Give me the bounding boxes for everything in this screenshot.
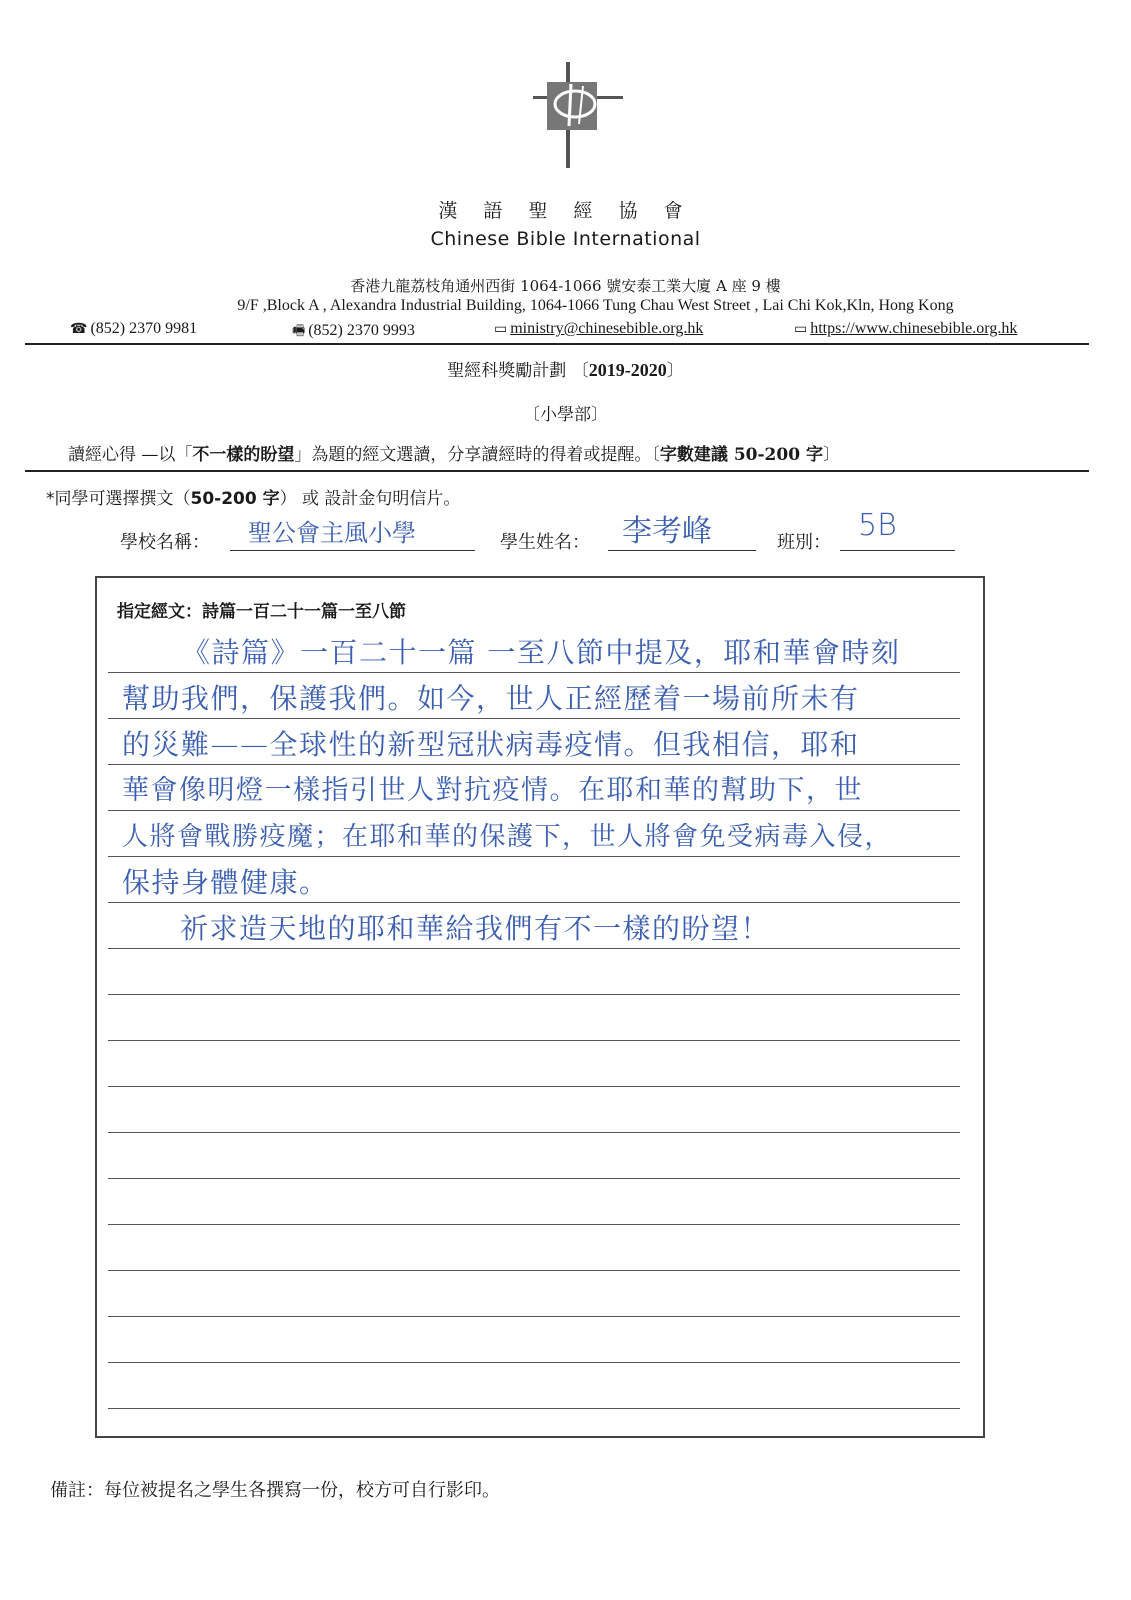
ruled-line	[108, 1040, 960, 1041]
class-label: 班別：	[777, 532, 831, 553]
student-name-value: 李考峰	[622, 514, 712, 549]
class-value: 5B	[858, 508, 897, 543]
org-name-en: Chinese Bible International	[430, 228, 701, 250]
choice-note: *同學可選擇撰文（50-200 字） 或 設計金句明信片。	[46, 489, 461, 509]
cbi-cross-logo	[533, 62, 623, 168]
program-title: 聖經科獎勵計劃 〔2019-2020〕	[447, 360, 684, 381]
topic-instruction: 讀經心得 —以「不一樣的盼望」為題的經文選讀，分享讀經時的得着或提醒。〔字數建議 50-200 字〕	[68, 445, 840, 465]
topic-theme: 不一樣的盼望	[192, 445, 295, 465]
ruled-line	[108, 1178, 960, 1179]
email-link[interactable]: ministry@chinesebible.org.hk	[510, 320, 704, 337]
email-contact[interactable]	[494, 320, 703, 338]
fax-number: (852) 2370 9993	[308, 322, 415, 339]
ruled-line	[108, 1362, 960, 1363]
website-link[interactable]: https://www.chinesebible.org.hk	[810, 320, 1018, 337]
address-en: 9/F ,Block A , Alexandra Industrial Building, 1064-1066 Tung Chau West Street , Lai Chi Kok,Kln, Hong Kong	[237, 297, 954, 314]
ruled-line	[108, 1086, 960, 1087]
header-divider	[25, 343, 1089, 345]
division-label: 〔小學部〕	[523, 405, 608, 425]
phone-contact	[70, 320, 197, 338]
email-icon: ▭	[494, 322, 508, 337]
ruled-line	[108, 994, 960, 995]
essay-line-3: 的災難——全球性的新型冠狀病毒疫情。但我相信，耶和	[122, 728, 860, 761]
essay-line-6: 保持身體健康。	[122, 866, 329, 899]
student-name-label: 學生姓名：	[500, 532, 590, 553]
web-contact[interactable]	[794, 320, 1017, 338]
essay-line-1: 《詩篇》一百二十一篇 一至八節中提及，耶和華會時刻	[182, 636, 901, 669]
web-icon: ▭	[794, 322, 808, 337]
footnote: 備註：每位被提名之學生各撰寫一份，校方可自行影印。	[50, 1480, 500, 1501]
phone-icon: ☎	[70, 322, 88, 337]
school-label: 學校名稱：	[120, 532, 210, 553]
essay-line-5: 人將會戰勝疫魔；在耶和華的保護下，世人將會免受病毒入侵，	[122, 822, 893, 852]
ruled-line	[108, 1408, 960, 1409]
ruled-line	[108, 1270, 960, 1271]
essay-line-4: 華會像明燈一樣指引世人對抗疫情。在耶和華的幫助下，世	[122, 775, 863, 806]
phone-number: (852) 2370 9981	[90, 320, 198, 337]
ruled-line	[108, 1316, 960, 1317]
ruled-line	[108, 1224, 960, 1225]
essay-line-7: 祈求造天地的耶和華給我們有不一樣的盼望！	[180, 912, 771, 945]
school-value: 聖公會主風小學	[248, 519, 416, 547]
essay-line-2: 幫助我們，保護我們。如今，世人正經歷着一場前所未有	[122, 682, 860, 715]
ruled-line	[108, 1132, 960, 1133]
org-name-zh: 漢 語 聖 經 協 會	[438, 200, 693, 222]
program-year: 2019-2020	[588, 360, 667, 380]
fax-icon: 🖷	[292, 324, 306, 339]
assigned-verse-label: 指定經文：詩篇一百二十一篇一至八節	[117, 602, 406, 622]
topic-word-count: 字數建議 50-200 字	[659, 445, 823, 465]
fax-contact	[292, 320, 415, 344]
address-zh: 香港九龍荔枝角通州西街 1064-1066 號安泰工業大廈 A 座 9 樓	[350, 277, 781, 295]
section-divider	[25, 470, 1089, 472]
